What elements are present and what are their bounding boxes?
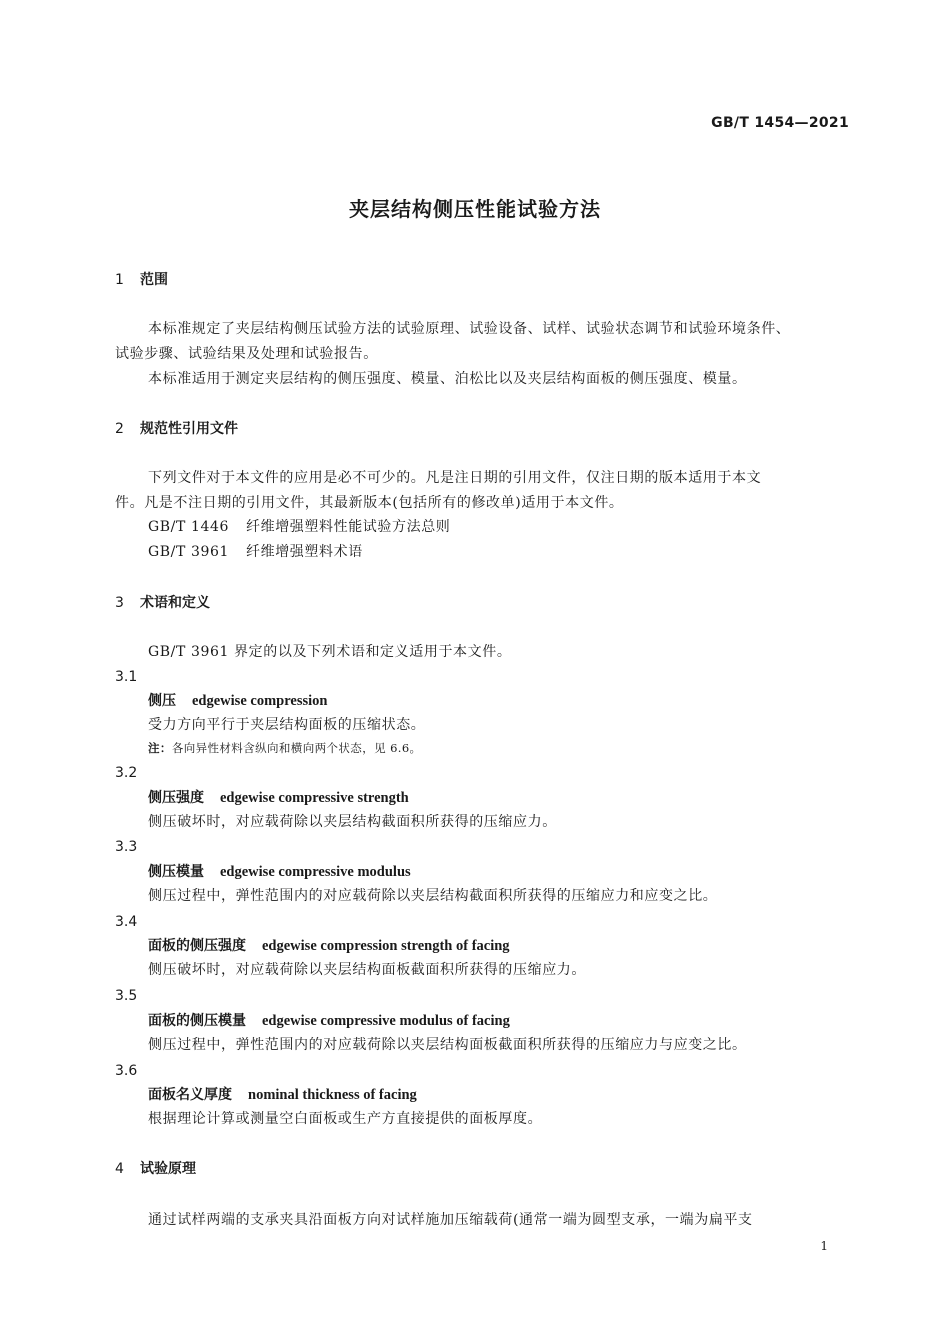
term-number: 3.5 — [115, 988, 138, 1004]
page-number: 1 — [820, 1239, 828, 1253]
section-number: 1 — [115, 272, 124, 288]
reference-code: GB/T 3961 — [148, 544, 230, 560]
note-text: 各向异性材料含纵向和横向两个状态，见 6.6。 — [171, 741, 422, 755]
section-3-heading — [115, 596, 210, 610]
reference-title: 纤维增强塑料术语 — [246, 544, 363, 560]
normative-reference — [148, 520, 450, 534]
term-chinese: 侧压强度 — [148, 790, 204, 806]
paragraph-line: 件。凡是不注日期的引用文件，其最新版本(包括所有的修改单)适用于本文件。 — [115, 495, 624, 511]
paragraph-line: 试验步骤、试验结果及处理和试验报告。 — [115, 346, 378, 362]
term-entry — [148, 939, 510, 954]
paragraph-line: 本标准适用于测定夹层结构的侧压强度、模量、泊松比以及夹层结构面板的侧压强度、模量。 — [148, 371, 747, 387]
term-chinese: 面板名义厚度 — [148, 1087, 232, 1103]
section-1-heading — [115, 273, 168, 287]
section-title: 试验原理 — [140, 1161, 196, 1177]
note-label: 注： — [148, 741, 172, 755]
term-chinese: 面板的侧压强度 — [148, 938, 246, 954]
section-title: 范围 — [140, 272, 168, 288]
term-number: 3.6 — [115, 1063, 138, 1079]
term-english: edgewise compressive modulus — [220, 864, 411, 880]
term-definition: 侧压破坏时，对应载荷除以夹层结构截面积所获得的压缩应力。 — [148, 814, 557, 830]
term-definition: 侧压过程中，弹性范围内的对应载荷除以夹层结构截面积所获得的压缩应力和应变之比。 — [148, 888, 718, 904]
term-english: edgewise compression strength of facing — [262, 938, 510, 954]
section-2-heading — [115, 422, 238, 436]
paragraph-line: 通过试样两端的支承夹具沿面板方向对试样施加压缩载荷(通常一端为圆型支承，一端为扁平支 — [148, 1212, 753, 1228]
term-entry — [148, 1014, 510, 1029]
paragraph-line: GB/T 3961 界定的以及下列术语和定义适用于本文件。 — [148, 644, 512, 660]
term-english: nominal thickness of facing — [248, 1087, 417, 1103]
section-number: 4 — [115, 1161, 124, 1177]
paragraph-line: 本标准规定了夹层结构侧压试验方法的试验原理、试验设备、试样、试验状态调节和试验环境条件、 — [148, 321, 791, 337]
term-definition: 侧压过程中，弹性范围内的对应载荷除以夹层结构面板截面积所获得的压缩应力与应变之比。 — [148, 1037, 747, 1053]
paragraph-line: 下列文件对于本文件的应用是必不可少的。凡是注日期的引用文件，仅注日期的版本适用于本文 — [148, 470, 762, 486]
section-title: 规范性引用文件 — [140, 421, 238, 437]
section-number: 2 — [115, 421, 124, 437]
term-entry — [148, 791, 409, 806]
term-number: 3.2 — [115, 765, 138, 781]
term-chinese: 侧压模量 — [148, 864, 204, 880]
term-entry — [148, 865, 411, 880]
term-number: 3.1 — [115, 669, 138, 685]
normative-reference — [148, 545, 363, 559]
term-definition: 根据理论计算或测量空白面板或生产方直接提供的面板厚度。 — [148, 1111, 543, 1127]
term-entry — [148, 694, 327, 709]
term-note — [148, 743, 421, 755]
standard-number: GB/T 1454—2021 — [711, 115, 849, 131]
document-title: 夹层结构侧压性能试验方法 — [349, 197, 601, 221]
term-chinese: 面板的侧压模量 — [148, 1013, 246, 1029]
term-number: 3.3 — [115, 839, 138, 855]
section-number: 3 — [115, 595, 124, 611]
term-english: edgewise compression — [192, 693, 328, 709]
reference-title: 纤维增强塑料性能试验方法总则 — [246, 519, 451, 535]
term-definition: 侧压破坏时，对应载荷除以夹层结构面板截面积所获得的压缩应力。 — [148, 962, 586, 978]
term-definition: 受力方向平行于夹层结构面板的压缩状态。 — [148, 717, 426, 733]
term-english: edgewise compressive modulus of facing — [262, 1013, 510, 1029]
term-chinese: 侧压 — [148, 693, 176, 709]
term-entry — [148, 1088, 417, 1103]
reference-code: GB/T 1446 — [148, 519, 230, 535]
term-english: edgewise compressive strength — [220, 790, 409, 806]
section-4-heading — [115, 1162, 196, 1176]
term-number: 3.4 — [115, 914, 138, 930]
section-title: 术语和定义 — [140, 595, 210, 611]
